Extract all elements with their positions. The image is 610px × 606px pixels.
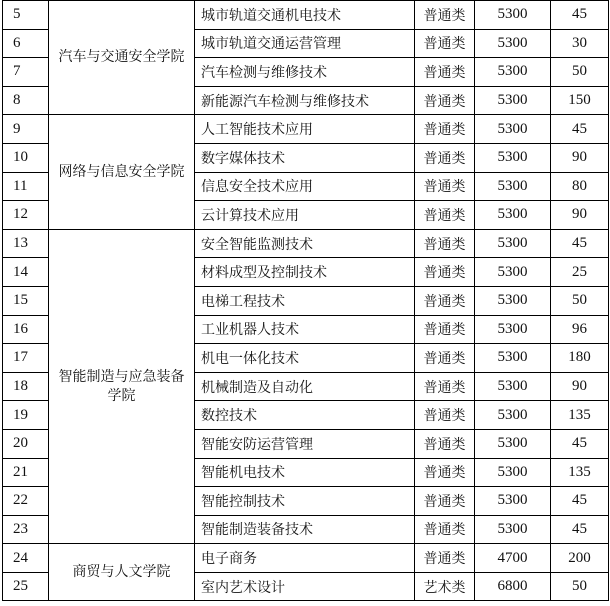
enrollment-plan-cell: 135 bbox=[551, 458, 609, 487]
table-row bbox=[3, 115, 609, 144]
row-number-cell: 6 bbox=[3, 29, 49, 58]
row-number-cell: 7 bbox=[3, 58, 49, 87]
tuition-cell: 5300 bbox=[475, 58, 551, 87]
category-cell: 普通类 bbox=[415, 258, 475, 287]
category-cell: 普通类 bbox=[415, 372, 475, 401]
category-cell: 普通类 bbox=[415, 544, 475, 573]
tuition-cell: 5300 bbox=[475, 487, 551, 516]
category-cell: 艺术类 bbox=[415, 572, 475, 601]
major-name-cell: 智能安防运营管理 bbox=[195, 429, 415, 458]
major-name-cell: 智能机电技术 bbox=[195, 458, 415, 487]
table-row bbox=[3, 229, 609, 258]
enrollment-plan-cell: 45 bbox=[551, 115, 609, 144]
tuition-cell: 5300 bbox=[475, 201, 551, 230]
category-cell: 普通类 bbox=[415, 172, 475, 201]
major-name-cell: 信息安全技术应用 bbox=[195, 172, 415, 201]
category-cell: 普通类 bbox=[415, 401, 475, 430]
table-row bbox=[3, 544, 609, 573]
category-cell: 普通类 bbox=[415, 229, 475, 258]
table-body bbox=[3, 1, 609, 601]
row-number-cell: 21 bbox=[3, 458, 49, 487]
college-cell: 汽车与交通安全学院 bbox=[49, 1, 195, 115]
row-number-cell: 19 bbox=[3, 401, 49, 430]
enrollment-plan-cell: 90 bbox=[551, 372, 609, 401]
row-number-cell: 5 bbox=[3, 1, 49, 30]
enrollment-plan-cell: 45 bbox=[551, 429, 609, 458]
college-cell: 智能制造与应急装备学院 bbox=[49, 229, 195, 544]
enrollment-plan-cell: 45 bbox=[551, 229, 609, 258]
category-cell: 普通类 bbox=[415, 115, 475, 144]
enrollment-plan-cell: 45 bbox=[551, 487, 609, 516]
category-cell: 普通类 bbox=[415, 29, 475, 58]
enrollment-plan-cell: 90 bbox=[551, 201, 609, 230]
major-name-cell: 电梯工程技术 bbox=[195, 286, 415, 315]
major-name-cell: 电子商务 bbox=[195, 544, 415, 573]
tuition-cell: 4700 bbox=[475, 544, 551, 573]
major-name-cell: 机械制造及自动化 bbox=[195, 372, 415, 401]
tuition-cell: 5300 bbox=[475, 286, 551, 315]
major-name-cell: 智能制造装备技术 bbox=[195, 515, 415, 544]
category-cell: 普通类 bbox=[415, 487, 475, 516]
enrollment-plan-cell: 180 bbox=[551, 344, 609, 373]
row-number-cell: 12 bbox=[3, 201, 49, 230]
table-row bbox=[3, 1, 609, 30]
row-number-cell: 8 bbox=[3, 86, 49, 115]
college-cell: 商贸与人文学院 bbox=[49, 544, 195, 601]
tuition-cell: 5300 bbox=[475, 429, 551, 458]
category-cell: 普通类 bbox=[415, 1, 475, 30]
major-name-cell: 数字媒体技术 bbox=[195, 143, 415, 172]
enrollment-plan-cell: 50 bbox=[551, 58, 609, 87]
tuition-cell: 5300 bbox=[475, 86, 551, 115]
category-cell: 普通类 bbox=[415, 515, 475, 544]
tuition-cell: 6800 bbox=[475, 572, 551, 601]
enrollment-plan-cell: 96 bbox=[551, 315, 609, 344]
tuition-cell: 5300 bbox=[475, 372, 551, 401]
tuition-cell: 5300 bbox=[475, 344, 551, 373]
major-name-cell: 新能源汽车检测与维修技术 bbox=[195, 86, 415, 115]
major-name-cell: 安全智能监测技术 bbox=[195, 229, 415, 258]
enrollment-plan-cell: 150 bbox=[551, 86, 609, 115]
major-name-cell: 室内艺术设计 bbox=[195, 572, 415, 601]
row-number-cell: 18 bbox=[3, 372, 49, 401]
row-number-cell: 10 bbox=[3, 143, 49, 172]
row-number-cell: 11 bbox=[3, 172, 49, 201]
enrollment-plan-cell: 25 bbox=[551, 258, 609, 287]
category-cell: 普通类 bbox=[415, 86, 475, 115]
row-number-cell: 24 bbox=[3, 544, 49, 573]
enrollment-plan-cell: 135 bbox=[551, 401, 609, 430]
tuition-cell: 5300 bbox=[475, 115, 551, 144]
major-name-cell: 云计算技术应用 bbox=[195, 201, 415, 230]
tuition-cell: 5300 bbox=[475, 458, 551, 487]
tuition-cell: 5300 bbox=[475, 315, 551, 344]
tuition-cell: 5300 bbox=[475, 258, 551, 287]
row-number-cell: 16 bbox=[3, 315, 49, 344]
enrollment-plan-cell: 45 bbox=[551, 1, 609, 30]
enrollment-plan-cell: 90 bbox=[551, 143, 609, 172]
category-cell: 普通类 bbox=[415, 315, 475, 344]
category-cell: 普通类 bbox=[415, 458, 475, 487]
major-name-cell: 人工智能技术应用 bbox=[195, 115, 415, 144]
tuition-cell: 5300 bbox=[475, 143, 551, 172]
category-cell: 普通类 bbox=[415, 344, 475, 373]
enrollment-plan-cell: 50 bbox=[551, 572, 609, 601]
row-number-cell: 23 bbox=[3, 515, 49, 544]
tuition-cell: 5300 bbox=[475, 29, 551, 58]
college-cell: 网络与信息安全学院 bbox=[49, 115, 195, 229]
major-name-cell: 汽车检测与维修技术 bbox=[195, 58, 415, 87]
tuition-cell: 5300 bbox=[475, 401, 551, 430]
major-name-cell: 材料成型及控制技术 bbox=[195, 258, 415, 287]
row-number-cell: 25 bbox=[3, 572, 49, 601]
enrollment-plan-cell: 200 bbox=[551, 544, 609, 573]
category-cell: 普通类 bbox=[415, 201, 475, 230]
enrollment-plan-cell: 45 bbox=[551, 515, 609, 544]
major-name-cell: 数控技术 bbox=[195, 401, 415, 430]
major-name-cell: 工业机器人技术 bbox=[195, 315, 415, 344]
tuition-cell: 5300 bbox=[475, 515, 551, 544]
enrollment-plan-cell: 50 bbox=[551, 286, 609, 315]
row-number-cell: 14 bbox=[3, 258, 49, 287]
row-number-cell: 15 bbox=[3, 286, 49, 315]
row-number-cell: 9 bbox=[3, 115, 49, 144]
tuition-cell: 5300 bbox=[475, 229, 551, 258]
enrollment-plan-cell: 30 bbox=[551, 29, 609, 58]
category-cell: 普通类 bbox=[415, 286, 475, 315]
enrollment-plan-cell: 80 bbox=[551, 172, 609, 201]
row-number-cell: 17 bbox=[3, 344, 49, 373]
row-number-cell: 13 bbox=[3, 229, 49, 258]
category-cell: 普通类 bbox=[415, 429, 475, 458]
row-number-cell: 20 bbox=[3, 429, 49, 458]
tuition-cell: 5300 bbox=[475, 1, 551, 30]
major-name-cell: 机电一体化技术 bbox=[195, 344, 415, 373]
category-cell: 普通类 bbox=[415, 58, 475, 87]
tuition-cell: 5300 bbox=[475, 172, 551, 201]
major-name-cell: 城市轨道交通机电技术 bbox=[195, 1, 415, 30]
row-number-cell: 22 bbox=[3, 487, 49, 516]
enrollment-table bbox=[2, 0, 609, 601]
major-name-cell: 智能控制技术 bbox=[195, 487, 415, 516]
category-cell: 普通类 bbox=[415, 143, 475, 172]
major-name-cell: 城市轨道交通运营管理 bbox=[195, 29, 415, 58]
